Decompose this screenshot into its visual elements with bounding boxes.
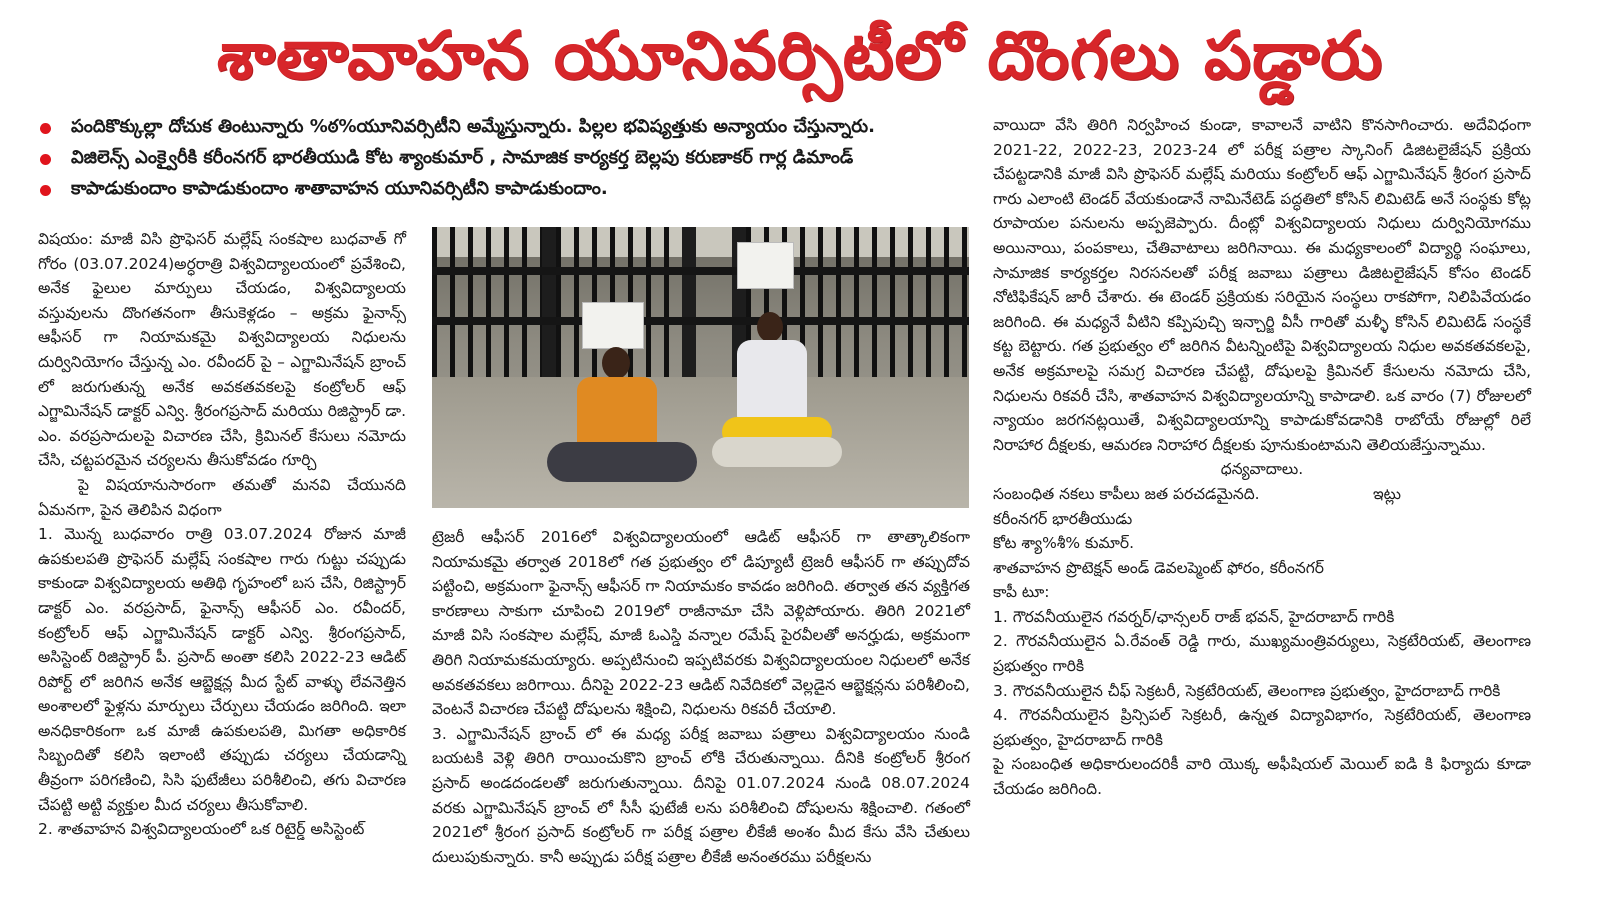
copy-to-item: 2. గౌరవనీయులైన ఏ.రేవంత్ రెడ్డి గారు, ముఖ్యమంత్రివర్యులు, సెక్రటేరియట్, తెలంగాణ ప్రభుత్వం గారికి [993, 632, 1531, 676]
protester-left [547, 302, 697, 492]
copy-to-item: 4. గౌరవనీయులైన ప్రిన్సిపల్ సెక్రటరీ, ఉన్నత విద్యావిభాగం, సెక్రటేరియట్, తెలంగాణ ప్రభుత్వం, హైదరాబాద్ గారికి [993, 706, 1531, 749]
protest-photo [432, 227, 969, 508]
bullet-text: విజిలెన్స్ ఎంక్వైరీకి కరీంనగర్ భారతీయుడి కోట శ్యాంకుమార్ , సామాజిక కార్యకర్త బెల్లపు కరుణాకర్ గార్ల డిమాండ్ [71, 147, 854, 168]
enclosure-row [993, 482, 1531, 507]
copy-to-item: 1. గౌరవనీయులైన గవర్నర్/ఛాన్సలర్ రాజ్ భవన్, హైదరాబాద్ గారికి [993, 607, 1395, 626]
left-column [38, 227, 406, 842]
point-3-paragraph: 3. ఎగ్జామినేషన్ బ్రాంచ్ లో ఈ మధ్య పరీక్ష జవాబు పత్రాలు విశ్వవిద్యాలయం నుండి బయటకి వెళ్లి తిరిగి రాయించుకొని బ్రాంచ్ లోకి చేరుతున్నాయి. దీనికి కంట్రోలర్ శ్రీరంగ ప్రసాద్ అండదండలతో జరుగుతున్నాయి. దీనిపై 01.07.2024 నుండి 08.07.2024 వరకు ఎగ్జామినేషన్ బ్రాంచ్ లో సీసీ ఫుటేజీ లను పరిశీలించి దోషులను శిక్షించాలి. గతంలో 2021లో శ్రీరంగ ప్రసాద్ కంట్రోలర్ గా పరీక్ష పత్రాల లీకేజీ అంశం మీద కేసు వేసి చేతులు దులుపుకున్నారు. కానీ అప్పుడు పరీక్ష పత్రాల లీకేజీ అనంతరము పరీక్షలను [432, 724, 970, 866]
right-column [993, 113, 1531, 802]
headline: శాతావాహన యూనివర్సిటీలో దొంగలు పడ్డారు [216, 17, 1384, 94]
signatory-org: శాతవాహన ప్రొటెక్షన్ అండ్ డెవలప్మెంట్ ఫోరం, కరీంనగర్ [993, 558, 1324, 577]
intro-paragraph: పై విషయానుసారంగా తమతో మనవి చేయునది ఏమనగా, పైన తెలిపిన విధంగా [38, 475, 406, 519]
bullet-text: పందికొక్కుల్లా దోచుక తింటున్నారు %ఠ%యూనివర్సిటీని అమ్మేస్తున్నారు. పిల్లల భవిష్యత్తుకు అన్యాయం చేస్తున్నారు. [71, 116, 875, 137]
bullet-item [40, 144, 985, 175]
yours-label: ఇట్లు [1372, 484, 1401, 503]
bullet-dot-icon [40, 154, 51, 165]
bullet-item [40, 113, 985, 144]
bullet-item [40, 175, 985, 206]
bullet-text: కాపాడుకుందాం కాపాడుకుందాం శాతావాహన యూనివర్సిటీని కాపాడుకుందాం. [71, 178, 608, 199]
point-2-start: 2. శాతవాహన విశ్వవిద్యాలయంలో ఒక రిటైర్డ్ అసిస్టెంట్ [38, 820, 365, 839]
continued-paragraph: వాయిదా వేసి తిరిగి నిర్వహించ కుండా, కావాలనే వాటిని కొనసాగించారు. అదేవిధంగా 2021-22, 2022-23, 2023-24 లో పరీక్ష పత్రాల స్కానింగ్ డిజిటలైజేషన్ ప్రక్రియ చేపట్టడానికి మాజీ విసి ప్రొఫెసర్ మల్లేష్ మరియు కంట్రోలర్ ఆఫ్ ఎగ్జామినేషన్ శ్రీరంగ ప్రసాద్ గారు ఎలాంటి టెండర్ వేయకుండానే నామినేటెడ్ పద్ధతిలో కోసిన్ లిమిటెడ్ అనే సంస్థకు కోట్ల రూపాయల పనులను అప్పజెప్పారు. దీంట్లో విశ్వవిద్యాలయ నిధులు దుర్వినియోగము అయినాయి, పంపకాలు, చేతివాటాలు జరిగినాయి. ఈ మధ్యకాలంలో విద్యార్థి సంఘాలు, సామాజిక కార్యకర్తల నిరసనలతో పరీక్ష జవాబు పత్రాలు డిజిటలైజేషన్ కోసం టెండర్ నోటిఫికేషన్ జారీ చేశారు. ఈ టెండర్ ప్రక్రియకు సరియైన సంస్థలు రాకపోగా, నిలిపివేయడం జరిగింది. ఈ మధ్యనే వీటిని కప్పిపుచ్చి ఇన్చార్జి వీసీ గారితో మళ్ళీ కోసిన్ లిమిటెడ్ సంస్థకే కట్ట బెట్టారు. గత ప్రభుత్వం లో జరిగిన వీటన్నింటిపై విశ్వవిద్యాలయ నిధుల అవకతవకలపై, అనేక అక్రమాలపై సమగ్ర విచారణ చేపట్టి, దోషులపై క్రిమినల్ కేసులను నమోదు చేసి, నిధులను రికవరీ చేసి, శాతవాహన విశ్వవిద్యాలయాన్ని కాపాడాలి. ఒక వారం (7) రోజులలో న్యాయం జరగనట్లయితే, విశ్వవిద్యాలయాన్ని కాపాడుకోవడానికి రాబోయే రోజుల్లో రిలే నిరాహార దీక్షలకు, ఆమరణ నిరాహార దీక్షలకు పూనుకుంటామని తెలియజేస్తున్నాము. [993, 116, 1531, 454]
protester-right [712, 242, 842, 492]
subject-paragraph: విషయం: మాజీ విసి ప్రొఫెసర్ మల్లేష్ సంకషాల బుధవాత్ గో గోరం (03.07.2024)అర్ధరాత్రి విశ్వవిద్యాలయంలో ప్రవేశించి, అనేక ఫైలుల మార్పులు చేయడం, విశ్వవిద్యాలయ వస్తువులను దొంగతనంగా తీసుకెళ్లడం – అక్రమ ఫైనాన్స్ ఆఫీసర్ గా నియామకమై విశ్వవిద్యాలయ నిధులను దుర్వినియోగం చేస్తున్న ఎం. రవీందర్ పై – ఎగ్జామినేషన్ బ్రాంచ్ లో జరుగుతున్న అనేక అవకతవకలపై కంట్రోలర్ ఆఫ్ ఎగ్జామినేషన్ డాక్టర్ ఎన్వి. శ్రీరంగప్రసాద్ మరియు రిజిస్ట్రార్ డా. ఎం. వరప్రసాదులపై విచారణ చేసి, క్రిమినల్ కేసులు నమోదు చేసి, చట్టపరమైన చర్యలను తీసుకోవడం గూర్చి [38, 230, 406, 470]
closing-note: పై సంబంధిత అధికారులందరికీ వారి యొక్క అఫీషియల్ మెయిల్ ఐడి కి ఫిర్యాదు కూడా చేయడం జరిగింది. [993, 755, 1531, 799]
middle-column [432, 525, 970, 869]
highlight-bullets [40, 113, 985, 206]
copy-to-label: కాపీ టూ: [993, 583, 1050, 602]
bullet-dot-icon [40, 123, 51, 134]
point-2-paragraph: ట్రెజరీ ఆఫీసర్ 2016లో విశ్వవిద్యాలయంలో ఆడిట్ ఆఫీసర్ గా తాత్కాలికంగా నియామకమై తర్వాత 2018లో గత ప్రభుత్వం లో డిప్యూటీ ట్రెజరీ ఆఫీసర్ గా తప్పుదోవ పట్టించి, అక్రమంగా ఫైనాన్స్ ఆఫీసర్ గా నియామకం కావడం జరిగింది. తర్వాత తన వ్యక్తిగత కారణాలు సాకుగా చూపించి 2019లో రాజీనామా చేసి వెళ్లిపోయారు. తిరిగి 2021లో మాజీ విసి సంకషాల మల్లేష్, మాజీ ఓఎస్డి వన్నాల రమేష్ పైరవీలతో అనర్హుడు, అక్రమంగా తిరిగి నియామకమయ్యారు. అప్పటినుంచి ఇప్పటివరకు విశ్వవిద్యాలయంల నిధులలో అనేక అవకతవకలు జరిగాయి. దీనిపై 2022-23 ఆడిట్ నివేదికలో వెల్లడైన ఆబ్జెక్షన్లను పరిశీలించి, వెంటనే విచారణ చేపట్టి దోషులను శిక్షించి, నిధులను రికవరీ చేయాలి. [432, 528, 970, 719]
signatory-line: కరీంనగర్ భారతీయుడు [993, 509, 1133, 528]
bullet-dot-icon [40, 185, 51, 196]
signatory-name: కోట శ్యా%శీ% కుమార్. [993, 534, 1135, 553]
copy-to-item: 3. గౌరవనీయులైన చీఫ్ సెక్రటరీ, సెక్రటేరియట్, తెలంగాణ ప్రభుత్వం, హైదరాబాద్ గారికి [993, 681, 1501, 700]
point-1-paragraph: 1. మొన్న బుధవారం రాత్రి 03.07.2024 రోజున మాజీ ఉపకులపతి ప్రొఫెసర్ మల్లేష్ సంకషాల గారు గుట్టు చప్పుడు కాకుండా విశ్వవిద్యాలయ అతిథి గృహంలో బస చేసి, రిజిస్ట్రార్ డాక్టర్ ఎం. వరప్రసాద్, ఫైనాన్స్ ఆఫీసర్ ఎం. రవీందర్, కంట్రోలర్ ఆఫ్ ఎగ్జామినేషన్ డాక్టర్ ఎన్వి. శ్రీరంగప్రసాద్, అసిస్టెంట్ రిజిస్ట్రార్ పీ. ప్రసాద్ అంతా కలిసి 2022-23 ఆడిట్ రిపోర్ట్ లో జరిగిన అనేక ఆబ్జెక్షన్ల మీద స్టేట్ వాళ్ళు లేవనెత్తిన అంశాలలో ఫైళ్లను మార్పులు చేర్పులు చేయడం జరిగింది. ఇలా అనధికారికంగా ఒక మాజీ ఉపకులపతి, మిగతా అధికారిక సిబ్బందితో కలిసి ఇలాంటి తప్పుడు చర్యలు చేయడాన్ని తీవ్రంగా పరిగణించి, సిసి ఫుటేజీలు పరిశీలించి, తగు విచారణ చేపట్టి అట్టి వ్యక్తుల మీద చర్యలు తీసుకోవాలి. [38, 525, 406, 814]
enclosures-note: సంబంధిత నకలు కాపీలు జత పరచడమైనది. [993, 484, 1260, 503]
thanks-line: ధన్యవాదాలు. [1220, 460, 1304, 479]
